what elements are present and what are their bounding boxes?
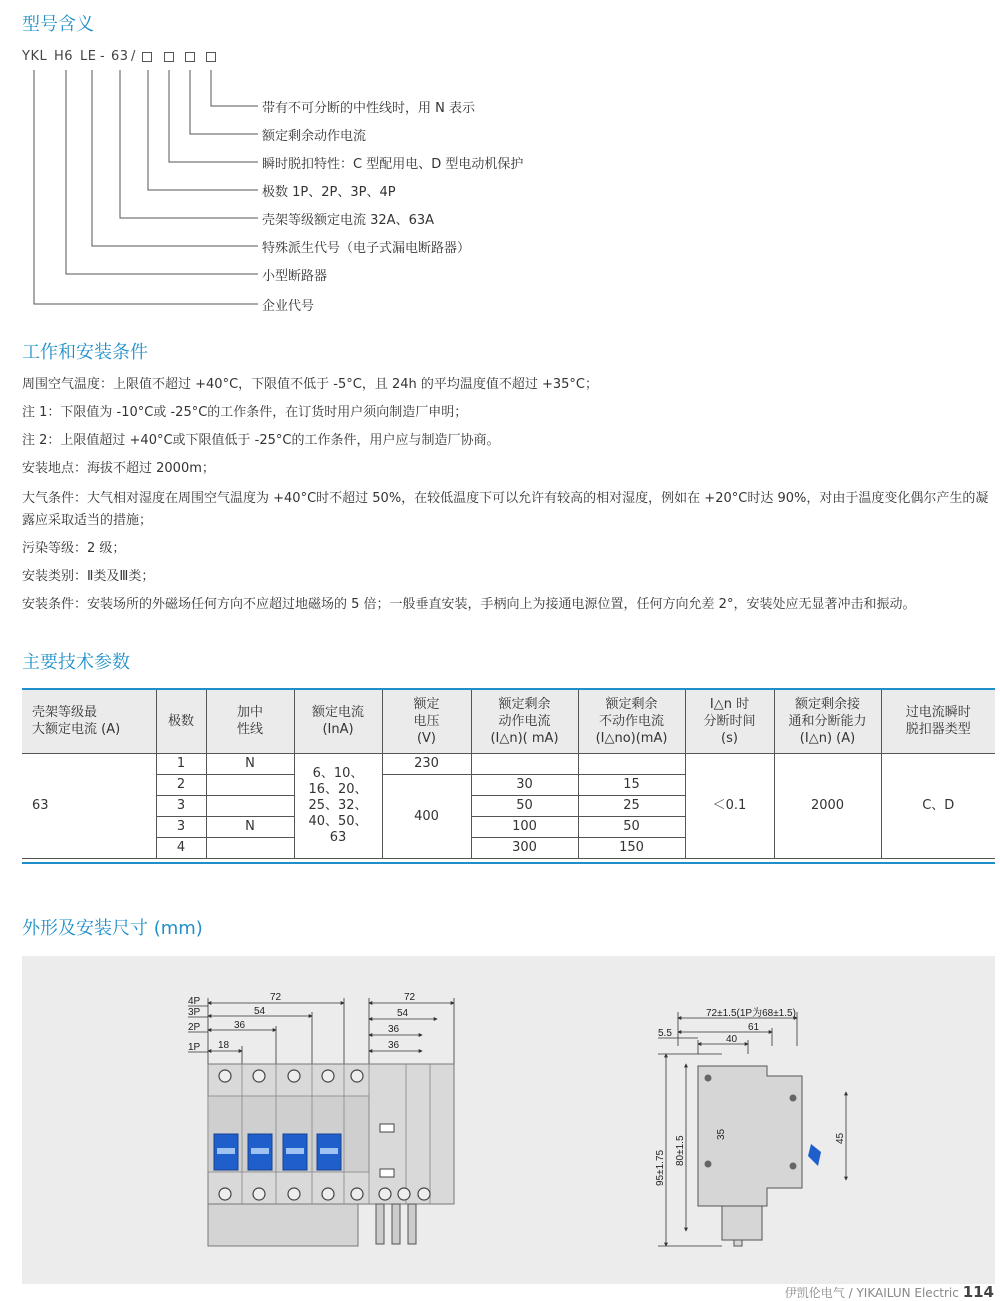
- side-dim-35: 35: [716, 1128, 727, 1140]
- cell-poles: 4: [156, 838, 206, 859]
- header-breaking-capacity: 额定剩余接 通和分断能力 (I△n) (A): [774, 689, 881, 754]
- condition-note-2: 注 2：上限值超过 +40°C或下限值低于 -25°C的工作条件，用户应与制造厂协商。: [22, 433, 500, 448]
- cell-trip-type: C、D: [881, 754, 995, 859]
- cell-neutral: [206, 775, 294, 796]
- table-row: [22, 754, 995, 775]
- cell-residual-nonop: 25: [578, 796, 685, 817]
- cell-residual-op: [471, 754, 578, 775]
- front-dim-18-left: 18: [218, 1040, 230, 1051]
- condition-atmosphere: 大气条件：大气相对湿度在周围空气温度为 +40°C时不超过 50%，在较低温度下可以允许有较高的相对湿度，例如在 +20°C时达 90%，对由于温度变化偶尔产生的凝露应采取适当的措施；: [22, 491, 989, 528]
- cell-residual-op: 100: [471, 817, 578, 838]
- side-dim-5-5: 5.5: [658, 1028, 672, 1039]
- meaning-mcb: 小型断路器: [262, 269, 328, 284]
- condition-temperature: 周围空气温度：上限值不超过 +40°C，下限值不低于 -5°C，且 24h 的平均温度值不超过 +35°C；: [22, 377, 599, 392]
- header-poles: 极数: [156, 689, 206, 754]
- cell-poles: 3: [156, 796, 206, 817]
- cell-voltage: 400: [382, 775, 471, 859]
- header-voltage: 额定 电压 (V): [382, 689, 471, 754]
- condition-note-1: 注 1：下限值为 -10°C或 -25°C的工作条件，在订货时用户须向制造厂申明；: [22, 405, 468, 420]
- side-dim-95: 95±1.75: [655, 1149, 666, 1186]
- meaning-company-code: 企业代号: [262, 299, 315, 314]
- cell-residual-op: 50: [471, 796, 578, 817]
- cell-residual-nonop: 50: [578, 817, 685, 838]
- table-top-rule: [22, 688, 995, 690]
- front-dim-36-right: 36: [388, 1024, 400, 1035]
- header-residual-operating: 额定剩余 动作电流 (I△n)( mA): [471, 689, 578, 754]
- front-dim-54-left: 54: [254, 1006, 266, 1017]
- side-view-drawing: [622, 1006, 852, 1258]
- header-residual-nonoperating: 额定剩余 不动作电流 (I△no)(mA): [578, 689, 685, 754]
- side-dim-80: 80±1.5: [675, 1135, 686, 1166]
- section-title-specs: 主要技术参数: [22, 652, 130, 673]
- section-title-model: 型号含义: [22, 14, 94, 35]
- table-bottom-rule: [22, 862, 995, 864]
- cell-neutral: N: [206, 754, 294, 775]
- condition-pollution: 污染等级：2 级；: [22, 541, 126, 556]
- model-leader-lines: [0, 0, 270, 320]
- side-dim-45: 45: [835, 1132, 846, 1144]
- cell-residual-nonop: [578, 754, 685, 775]
- pole-label-2p: 2P: [188, 1022, 201, 1033]
- model-part-dash: -: [100, 49, 106, 64]
- cell-neutral: [206, 796, 294, 817]
- cell-poles: 1: [156, 754, 206, 775]
- front-dim-54-right: 54: [397, 1008, 409, 1019]
- cell-break-time: ＜0.1: [685, 754, 774, 859]
- section-title-conditions: 工作和安装条件: [22, 342, 148, 363]
- section-title-dimensions: 外形及安装尺寸 (mm): [22, 918, 203, 939]
- cell-rated-current: 6、10、 16、20、 25、32、 40、50、 63: [294, 754, 382, 859]
- condition-altitude: 安装地点：海拔不超过 2000m；: [22, 461, 215, 476]
- side-dim-61: 61: [748, 1022, 760, 1033]
- cell-residual-nonop: 150: [578, 838, 685, 859]
- condition-install-category: 安装类别：Ⅱ类及Ⅲ类；: [22, 569, 155, 584]
- front-dim-72-left: 72: [270, 992, 282, 1003]
- front-view-drawing: [182, 984, 472, 1254]
- cell-neutral: N: [206, 817, 294, 838]
- page-number: 114: [962, 1283, 994, 1301]
- cell-voltage: 230: [382, 754, 471, 775]
- meaning-derivative-code: 特殊派生代号（电子式漏电断路器）: [262, 241, 471, 256]
- cell-residual-op: 30: [471, 775, 578, 796]
- model-part-63: 63: [111, 49, 129, 64]
- header-neutral: 加中 性线: [206, 689, 294, 754]
- model-part-slash: /: [131, 49, 136, 64]
- front-dim-36-left: 36: [234, 1020, 246, 1031]
- cell-poles: 2: [156, 775, 206, 796]
- condition-install-requirements: 安装条件：安装场所的外磁场任何方向不应超过地磁场的 5 倍；一般垂直安装，手柄向上为接通电源位置，任何方向允差 2°，安装处应无显著冲击和振动。: [22, 597, 916, 612]
- model-part-h6: H6: [54, 49, 74, 64]
- header-trip-type: 过电流瞬时 脱扣器类型: [881, 689, 995, 754]
- side-dim-40: 40: [726, 1034, 738, 1045]
- model-part-ykl: YKL: [22, 49, 48, 64]
- meaning-frame-current: 壳架等级额定电流 32A、63A: [262, 213, 435, 228]
- cell-residual-nonop: 15: [578, 775, 685, 796]
- cell-capacity: 2000: [774, 754, 881, 859]
- footer-brand: 伊凯伦电气 / YIKAILUN Electric: [784, 1286, 959, 1300]
- cell-frame-current: 63: [22, 754, 156, 859]
- header-break-time: I△n 时 分断时间 (s): [685, 689, 774, 754]
- spec-table: [22, 689, 995, 859]
- meaning-residual-current: 额定剩余动作电流: [262, 129, 367, 144]
- cell-poles: 3: [156, 817, 206, 838]
- meaning-poles: 极数 1P、2P、3P、4P: [262, 185, 396, 200]
- front-dim-36b-right: 36: [388, 1040, 400, 1051]
- pole-label-4p: 4P: [188, 996, 201, 1007]
- side-dim-72: 72±1.5(1P为68±1.5): [706, 1008, 796, 1019]
- front-dim-72-right: 72: [404, 992, 416, 1003]
- pole-label-1p: 1P: [188, 1042, 201, 1053]
- cell-neutral: [206, 838, 294, 859]
- pole-label-3p: 3P: [188, 1007, 201, 1018]
- spec-header-row: [22, 689, 995, 754]
- meaning-trip-characteristic: 瞬时脱扣特性：C 型配用电、D 型电动机保护: [262, 157, 524, 172]
- header-rated-current: 额定电流 (InA): [294, 689, 382, 754]
- page-footer: [785, 1283, 994, 1301]
- cell-residual-op: 300: [471, 838, 578, 859]
- model-part-le: LE: [80, 49, 97, 64]
- header-frame-current: 壳架等级最 大额定电流 (A): [22, 689, 156, 754]
- dimension-drawing-panel: [22, 956, 995, 1284]
- meaning-neutral: 带有不可分断的中性线时，用 N 表示: [262, 101, 475, 116]
